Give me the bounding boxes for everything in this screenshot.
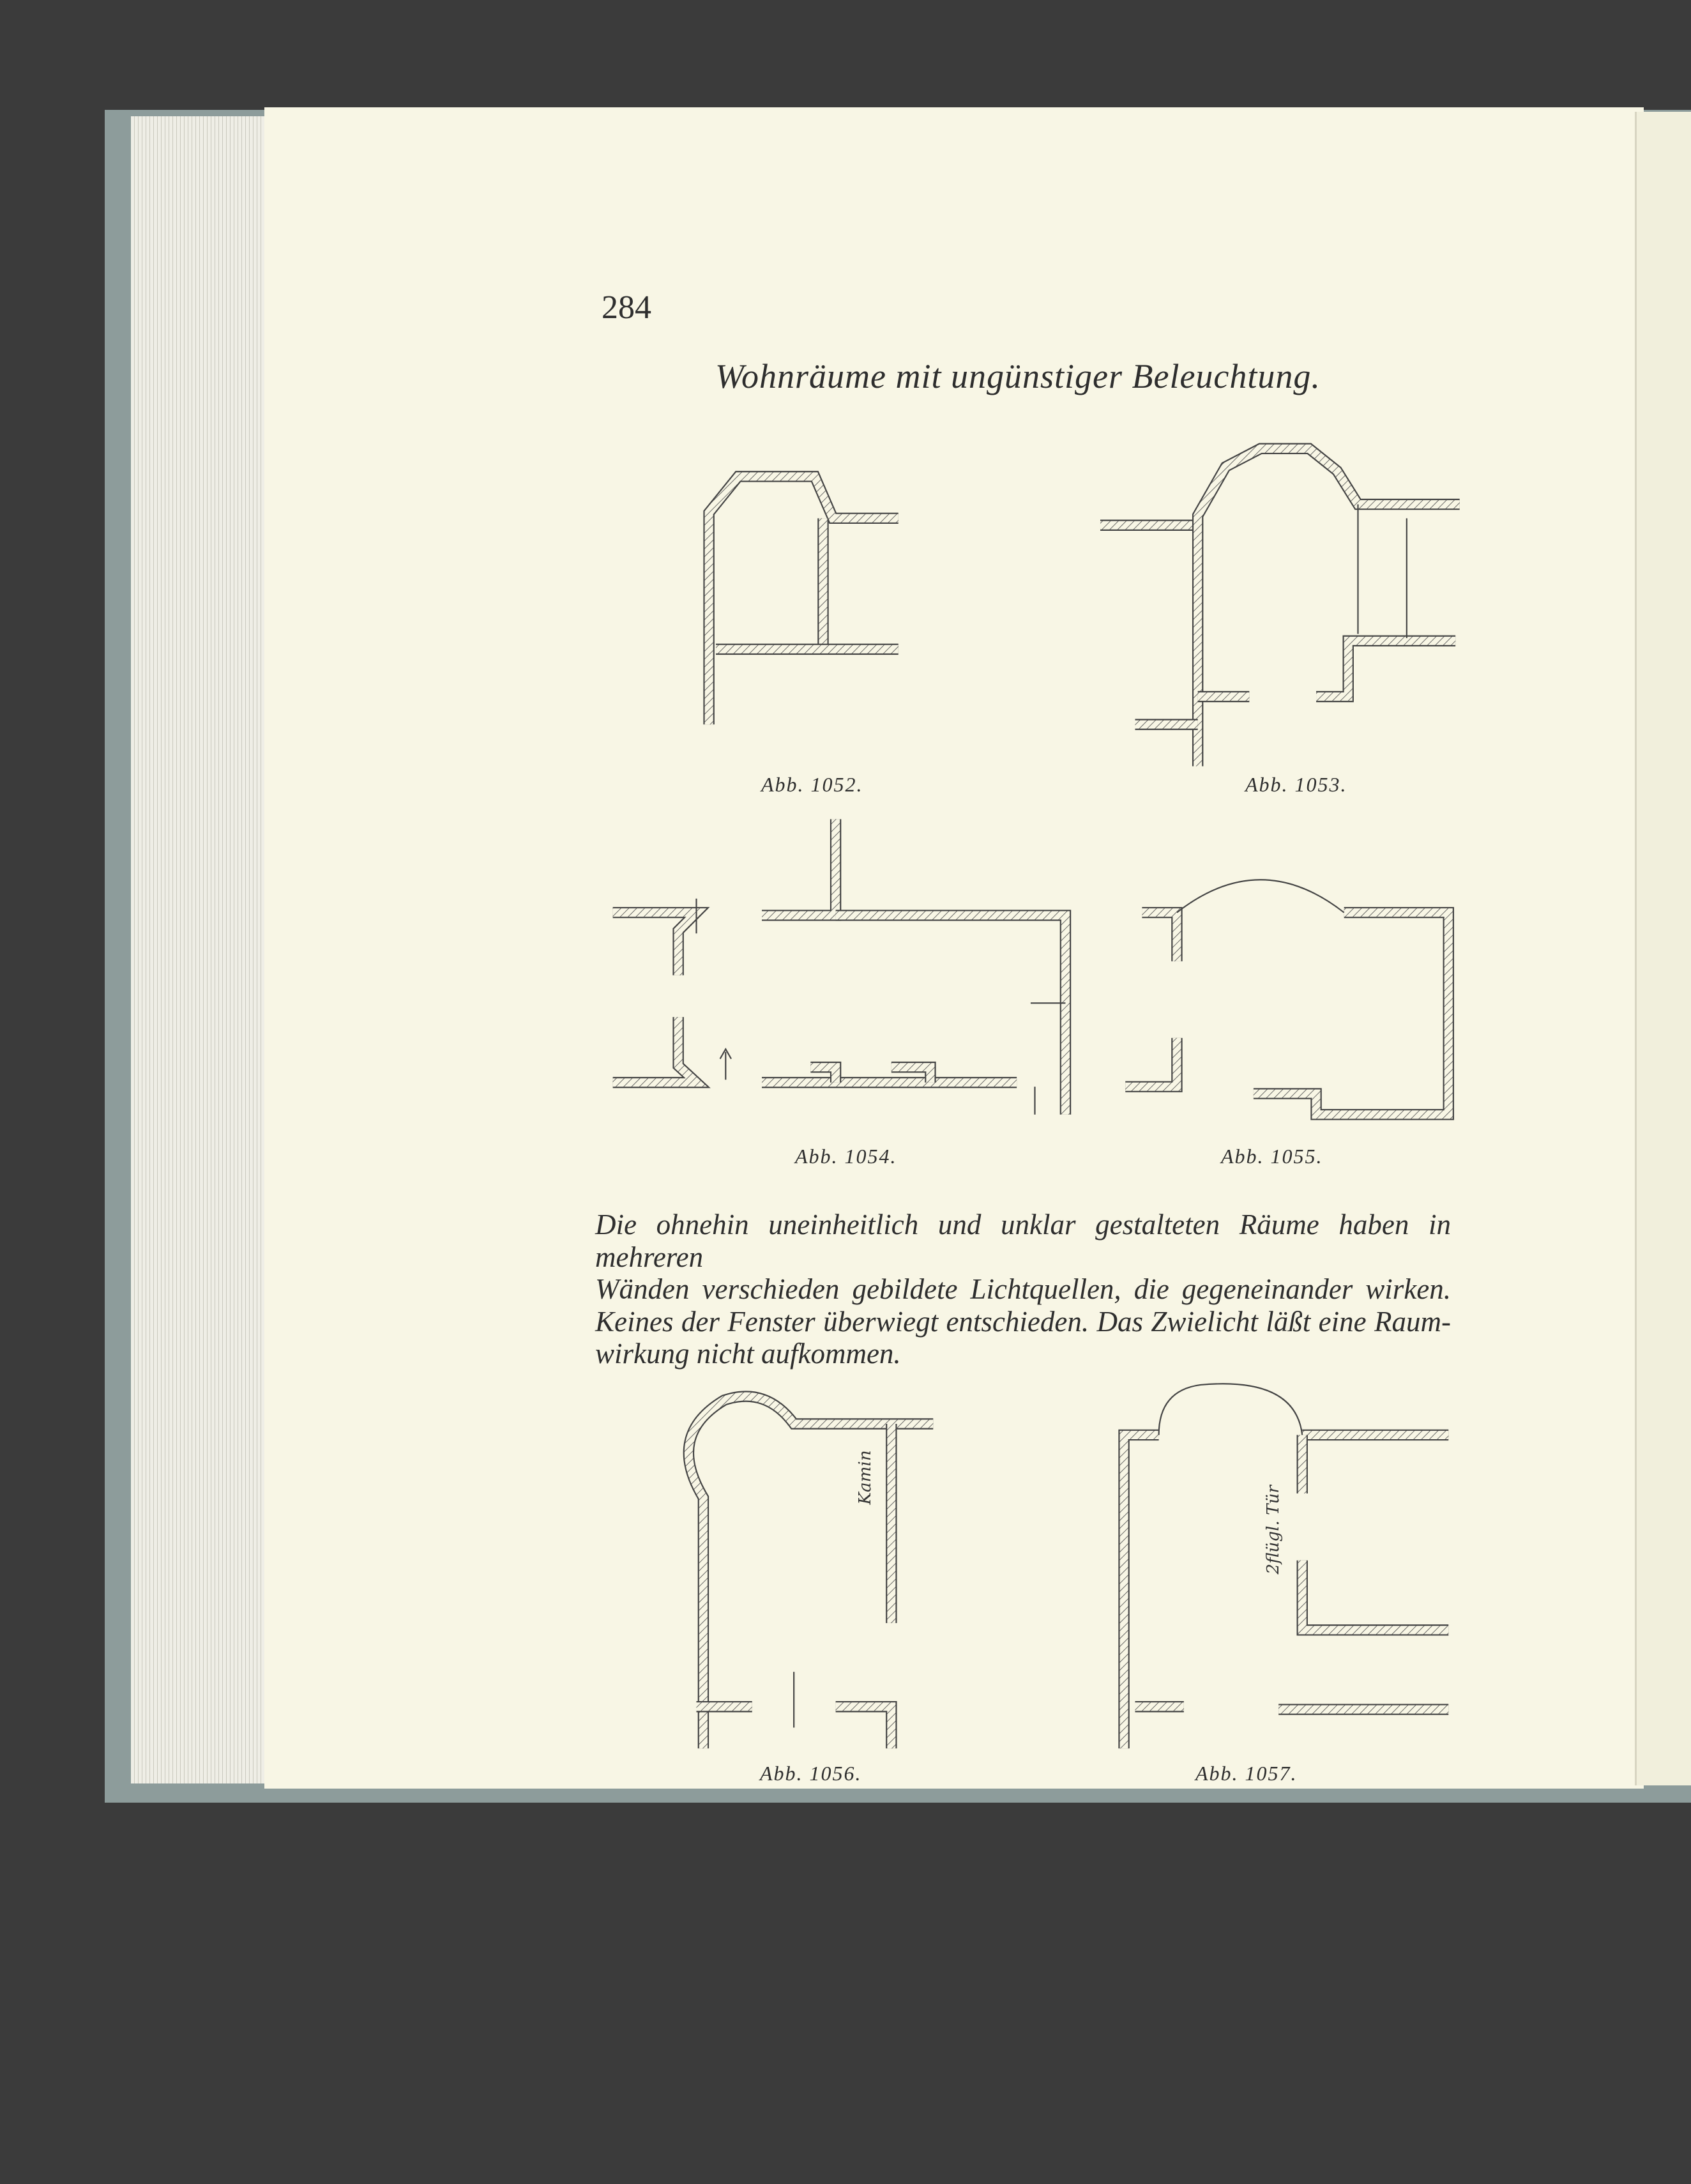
- wall: [1142, 913, 1177, 961]
- wall: [1316, 641, 1455, 696]
- paragraph-line: Die ohnehin uneinheitlich und unklar gestalteten Räume haben in mehreren: [595, 1209, 1451, 1273]
- wall: [1125, 1038, 1177, 1087]
- plan-line: [1177, 880, 1344, 912]
- wall: [1254, 913, 1448, 1115]
- plan-1057: [1124, 1435, 1448, 1748]
- figure-caption-1056: Abb. 1056.: [760, 1762, 862, 1785]
- paragraph-line: wirkung nicht aufkommen.: [595, 1338, 901, 1370]
- wall: [1198, 448, 1460, 766]
- wall: [762, 819, 836, 915]
- wall: [762, 819, 836, 915]
- paragraph-line: Keines der Fenster überwiegt entschieden. Das Zwielicht läßt eine Raum-: [595, 1305, 1451, 1338]
- wall: [1254, 913, 1448, 1115]
- wall: [1302, 1561, 1448, 1630]
- figure-caption-1054: Abb. 1054.: [795, 1145, 897, 1168]
- figure-caption-1052: Abb. 1052.: [761, 773, 863, 796]
- figure-caption-1055: Abb. 1055.: [1221, 1145, 1323, 1168]
- wall: [1198, 448, 1460, 766]
- annotation-door: 2flügl. Tür: [1264, 1485, 1284, 1575]
- wall: [836, 1707, 891, 1748]
- plan-1053: [1100, 448, 1460, 766]
- wall: [1125, 1038, 1177, 1087]
- plan-line: [1159, 1384, 1303, 1435]
- wall: [1316, 641, 1455, 696]
- wall: [709, 477, 899, 724]
- plan-1056: [688, 1396, 933, 1748]
- page-number: 284: [602, 289, 651, 326]
- body-paragraph: [595, 1209, 1451, 1370]
- wall: [1302, 1561, 1448, 1630]
- plan-1055: [1125, 913, 1448, 1115]
- plan-1054: [613, 819, 1066, 1114]
- paragraph-line: Wänden verschieden gebildete Lichtquellen, die gegeneinander wirken.: [595, 1273, 1451, 1305]
- wall: [836, 1707, 891, 1748]
- page-title: Wohnräume mit ungünstiger Beleuchtung.: [715, 357, 1321, 395]
- plan-line: [720, 1049, 731, 1080]
- plan-1052: [709, 477, 899, 724]
- figure-caption-1053: Abb. 1053.: [1245, 773, 1347, 796]
- figure-caption-1057: Abb. 1057.: [1195, 1762, 1298, 1785]
- annotation-kamin: Kamin: [856, 1450, 876, 1505]
